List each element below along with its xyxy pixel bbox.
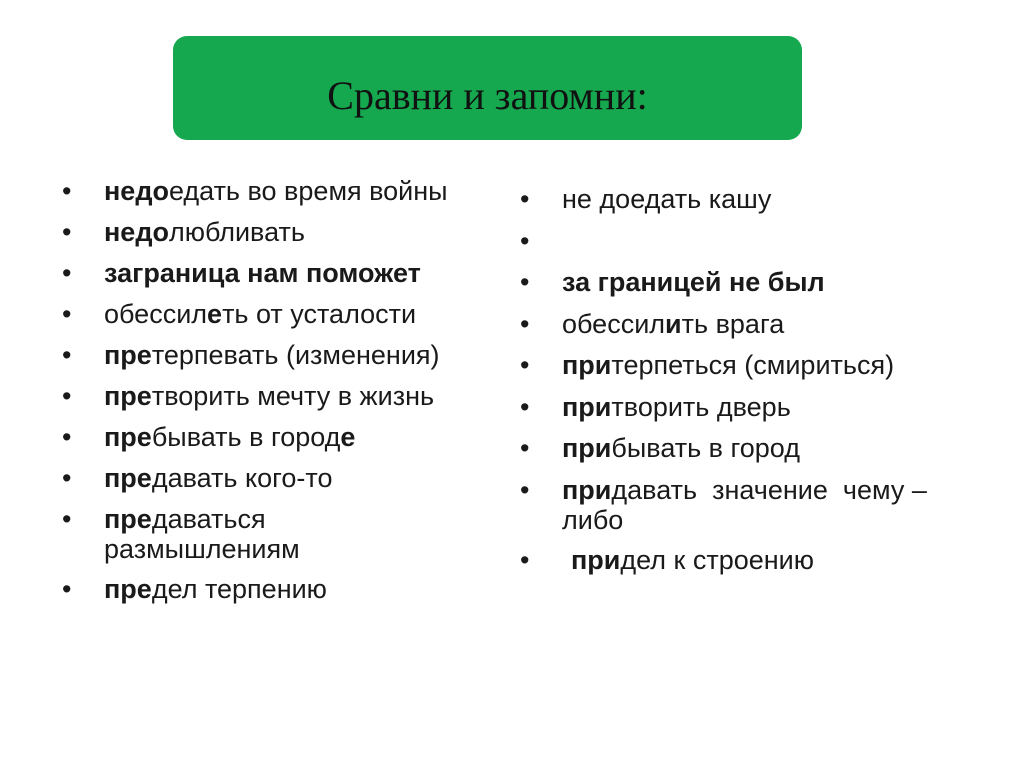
bold-segment: пре bbox=[104, 504, 152, 534]
bullet-icon: • bbox=[62, 299, 72, 329]
bold-segment: при bbox=[562, 350, 612, 380]
list-item bbox=[62, 422, 502, 452]
bullet-icon: • bbox=[62, 504, 72, 534]
text-segment: даваться размышлениям bbox=[104, 504, 300, 564]
text-segment: едать во время войны bbox=[168, 176, 448, 206]
list-item bbox=[62, 217, 502, 247]
text-segment: терпеться (смириться) bbox=[611, 350, 895, 380]
bold-segment: при bbox=[562, 433, 612, 463]
bold-segment: за границей не был bbox=[562, 267, 825, 297]
bold-segment: пре bbox=[104, 463, 152, 493]
bullet-icon: • bbox=[62, 217, 72, 247]
bullet-icon: • bbox=[520, 433, 530, 463]
bullet-icon: • bbox=[520, 474, 530, 505]
text-segment: дел терпению bbox=[151, 574, 327, 604]
list-item bbox=[520, 350, 960, 380]
right-column-list bbox=[520, 184, 960, 586]
bullet-icon: • bbox=[520, 308, 530, 339]
list-item bbox=[62, 504, 344, 564]
bold-segment: пре bbox=[104, 422, 152, 452]
bullet-icon: • bbox=[520, 391, 530, 422]
list-item bbox=[62, 381, 502, 411]
bullet-icon: • bbox=[520, 267, 530, 297]
list-item bbox=[62, 574, 502, 604]
bold-segment: при bbox=[562, 391, 612, 422]
bold-segment: е bbox=[207, 299, 223, 329]
list-item bbox=[62, 176, 502, 206]
bold-segment: пре bbox=[104, 340, 152, 370]
bullet-icon: • bbox=[62, 176, 72, 206]
bullet-icon: • bbox=[520, 544, 530, 575]
text-segment: давать значение чему – либо bbox=[562, 474, 935, 535]
text-segment: давать кого-то bbox=[151, 463, 333, 493]
list-item bbox=[62, 258, 502, 288]
bullet-icon: • bbox=[62, 422, 72, 452]
bold-segment: пре bbox=[104, 381, 152, 411]
bullet-icon: • bbox=[520, 184, 530, 214]
bold-segment: недо bbox=[104, 217, 169, 247]
list-item-empty bbox=[520, 226, 960, 256]
text-segment: обессил bbox=[562, 308, 666, 339]
bullet-icon: • bbox=[62, 258, 72, 288]
bold-segment: при bbox=[562, 474, 612, 505]
bold-segment: е bbox=[340, 422, 356, 452]
text-segment: обессил bbox=[104, 299, 208, 329]
bold-segment: при bbox=[571, 544, 621, 575]
bullet-icon: • bbox=[520, 225, 530, 256]
text-segment: ть от усталости bbox=[222, 299, 417, 329]
bullet-icon: • bbox=[62, 574, 72, 604]
text-segment: терпевать (изменения) bbox=[151, 340, 440, 370]
list-item bbox=[520, 545, 960, 575]
bullet-icon: • bbox=[62, 381, 72, 411]
text-segment: бывать в город bbox=[611, 433, 800, 463]
slide-title: Сравни и запомни: bbox=[327, 72, 648, 118]
left-column-list bbox=[62, 176, 502, 615]
title-banner bbox=[173, 36, 802, 140]
bold-segment: недо bbox=[104, 176, 169, 206]
list-item bbox=[520, 184, 960, 214]
list-item bbox=[520, 475, 962, 535]
text-segment: творить дверь bbox=[611, 391, 791, 422]
bold-segment: пре bbox=[104, 574, 152, 604]
list-item bbox=[520, 433, 960, 463]
text-segment: творить мечту в жизнь bbox=[151, 381, 435, 411]
bullet-icon: • bbox=[62, 340, 72, 370]
bold-segment: заграница нам поможет bbox=[104, 258, 421, 288]
list-item bbox=[62, 463, 502, 493]
text-segment: бывать в город bbox=[151, 422, 341, 452]
bold-segment: и bbox=[665, 308, 682, 339]
bullet-icon: • bbox=[62, 463, 72, 493]
list-item bbox=[62, 299, 502, 329]
text-segment: дел к строению bbox=[620, 544, 815, 575]
text-segment: любливать bbox=[168, 217, 305, 247]
list-item bbox=[520, 267, 960, 297]
bullet-icon: • bbox=[520, 350, 530, 380]
list-item bbox=[62, 340, 502, 370]
list-item bbox=[520, 309, 960, 339]
list-item bbox=[520, 392, 960, 422]
text-segment: ть врага bbox=[681, 308, 785, 339]
text-segment: не доедать кашу bbox=[562, 184, 772, 214]
